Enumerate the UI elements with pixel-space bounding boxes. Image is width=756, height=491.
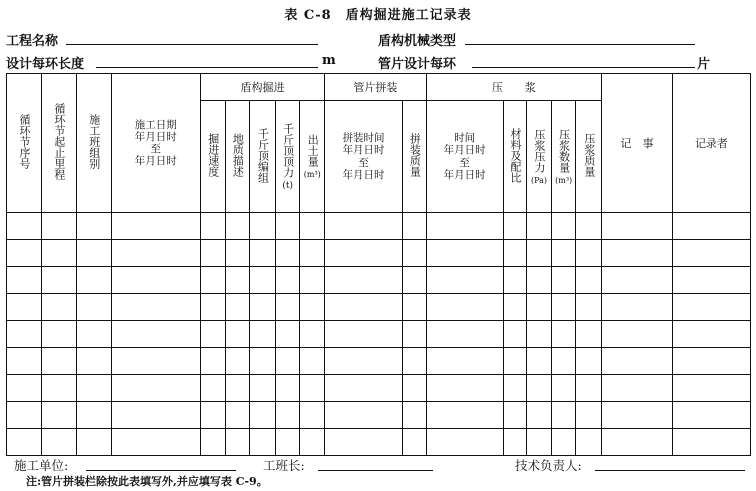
table-cell[interactable] xyxy=(602,402,673,429)
table-cell[interactable] xyxy=(225,402,250,429)
table-cell[interactable] xyxy=(275,375,300,402)
table-cell[interactable] xyxy=(503,213,527,240)
table-cell[interactable] xyxy=(602,321,673,348)
table-cell[interactable] xyxy=(300,402,325,429)
table-cell[interactable] xyxy=(76,348,111,375)
table-cell[interactable] xyxy=(602,375,673,402)
table-cell[interactable] xyxy=(275,294,300,321)
table-cell[interactable] xyxy=(275,213,300,240)
group-shield: 盾构掘进 xyxy=(200,74,324,101)
table-cell[interactable] xyxy=(7,348,42,375)
form-title: 表 C-8 盾构掘进施工记录表 xyxy=(284,8,472,23)
table-cell[interactable] xyxy=(225,321,250,348)
table-cell[interactable] xyxy=(672,402,750,429)
table-cell[interactable] xyxy=(527,267,552,294)
table-cell[interactable] xyxy=(403,348,427,375)
table-cell[interactable] xyxy=(250,348,276,375)
table-cell[interactable] xyxy=(672,213,750,240)
table-cell[interactable] xyxy=(576,294,602,321)
table-cell[interactable] xyxy=(200,213,225,240)
table-cell[interactable] xyxy=(503,348,527,375)
table-cell[interactable] xyxy=(403,240,427,267)
table-cell[interactable] xyxy=(426,321,503,348)
table-cell[interactable] xyxy=(200,267,225,294)
table-cell[interactable] xyxy=(551,213,576,240)
table-cell[interactable] xyxy=(200,402,225,429)
table-cell[interactable] xyxy=(672,267,750,294)
table-cell[interactable] xyxy=(551,321,576,348)
design-ring-length-unit: m xyxy=(322,53,336,68)
table-cell[interactable] xyxy=(111,240,200,267)
segment-design-unit: 片 xyxy=(697,57,711,72)
table-cell[interactable] xyxy=(200,294,225,321)
table-cell[interactable] xyxy=(672,321,750,348)
table-cell[interactable] xyxy=(426,348,503,375)
col-geology: 地质描述 xyxy=(225,101,250,213)
table-cell[interactable] xyxy=(76,321,111,348)
table-cell[interactable] xyxy=(300,375,325,402)
table-cell[interactable] xyxy=(7,213,42,240)
table-cell[interactable] xyxy=(7,267,42,294)
table-cell[interactable] xyxy=(325,375,403,402)
team-leader-label: 工班长: xyxy=(263,458,305,473)
col-speed: 掘进速度 xyxy=(200,101,225,213)
table-cell[interactable] xyxy=(527,348,552,375)
table-cell[interactable] xyxy=(41,240,76,267)
construction-unit-field[interactable] xyxy=(86,470,236,471)
table-cell[interactable] xyxy=(225,375,250,402)
table-cell[interactable] xyxy=(503,294,527,321)
table-cell[interactable] xyxy=(426,429,503,456)
table-cell[interactable] xyxy=(76,267,111,294)
table-cell[interactable] xyxy=(527,321,552,348)
table-cell[interactable] xyxy=(111,294,200,321)
table-cell[interactable] xyxy=(7,321,42,348)
table-cell[interactable] xyxy=(576,429,602,456)
table-cell[interactable] xyxy=(275,321,300,348)
table-cell[interactable] xyxy=(41,321,76,348)
col-crew: 施工班组别 xyxy=(76,74,111,213)
table-cell[interactable] xyxy=(576,213,602,240)
table-cell[interactable] xyxy=(325,213,403,240)
table-cell[interactable] xyxy=(111,213,200,240)
table-row xyxy=(7,375,751,402)
table-cell[interactable] xyxy=(76,402,111,429)
table-row xyxy=(7,213,751,240)
table-cell[interactable] xyxy=(576,240,602,267)
table-cell[interactable] xyxy=(275,402,300,429)
table-cell[interactable] xyxy=(503,375,527,402)
table-cell[interactable] xyxy=(426,294,503,321)
group-segment: 管片拼装 xyxy=(325,74,427,101)
table-cell[interactable] xyxy=(7,240,42,267)
col-jack-group: 千斤顶编组 xyxy=(250,101,276,213)
table-cell[interactable] xyxy=(325,321,403,348)
footnote: 注:管片拼装栏除按此表填写外,并应填写表 C-9。 xyxy=(26,475,268,488)
table-cell[interactable] xyxy=(111,375,200,402)
table-cell[interactable] xyxy=(672,348,750,375)
table-cell[interactable] xyxy=(225,429,250,456)
table-cell[interactable] xyxy=(200,375,225,402)
table-cell[interactable] xyxy=(527,402,552,429)
table-cell[interactable] xyxy=(325,240,403,267)
col-material: 材料及配比 xyxy=(503,101,527,213)
table-cell[interactable] xyxy=(111,348,200,375)
segment-design-field[interactable] xyxy=(472,67,695,68)
machine-type-label: 盾构机械类型 xyxy=(378,34,457,49)
col-volume: 压浆数量 (m³) xyxy=(551,101,576,213)
table-cell[interactable] xyxy=(300,321,325,348)
table-cell[interactable] xyxy=(576,267,602,294)
design-ring-length-field[interactable] xyxy=(96,67,318,68)
col-grout-quality: 压浆质量 xyxy=(576,101,602,213)
table-cell[interactable] xyxy=(551,240,576,267)
table-cell[interactable] xyxy=(403,213,427,240)
table-cell[interactable] xyxy=(426,213,503,240)
table-cell[interactable] xyxy=(225,348,250,375)
table-cell[interactable] xyxy=(41,348,76,375)
table-cell[interactable] xyxy=(300,240,325,267)
table-cell[interactable] xyxy=(551,267,576,294)
group-grout: 压 浆 xyxy=(426,74,601,101)
table-cell[interactable] xyxy=(250,240,276,267)
table-cell[interactable] xyxy=(41,213,76,240)
col-ring-range: 循环节起止里程 xyxy=(41,74,76,213)
table-cell[interactable] xyxy=(672,294,750,321)
project-name-label: 工程名称 xyxy=(6,34,59,49)
segment-design-label: 管片设计每环 xyxy=(378,57,457,72)
col-assembly-time: 拼装时间 年月日时 至 年月日时 xyxy=(325,101,403,213)
table-cell[interactable] xyxy=(275,267,300,294)
table-cell[interactable] xyxy=(7,402,42,429)
table-cell[interactable] xyxy=(403,267,427,294)
team-leader-field[interactable] xyxy=(318,470,433,471)
table-cell[interactable] xyxy=(602,348,673,375)
table-cell[interactable] xyxy=(576,348,602,375)
table-cell[interactable] xyxy=(250,294,276,321)
table-cell[interactable] xyxy=(76,213,111,240)
table-cell[interactable] xyxy=(225,267,250,294)
table-cell[interactable] xyxy=(325,267,403,294)
machine-type-field[interactable] xyxy=(465,44,695,45)
record-table xyxy=(6,73,751,456)
table-row xyxy=(7,240,751,267)
table-cell[interactable] xyxy=(527,240,552,267)
table-cell[interactable] xyxy=(76,240,111,267)
tech-lead-field[interactable] xyxy=(595,470,745,471)
table-cell[interactable] xyxy=(325,348,403,375)
table-cell[interactable] xyxy=(225,294,250,321)
table-cell[interactable] xyxy=(325,402,403,429)
table-cell[interactable] xyxy=(551,429,576,456)
table-cell[interactable] xyxy=(250,402,276,429)
table-cell[interactable] xyxy=(41,402,76,429)
table-cell[interactable] xyxy=(300,267,325,294)
table-cell[interactable] xyxy=(602,294,673,321)
table-cell[interactable] xyxy=(275,240,300,267)
table-row xyxy=(7,348,751,375)
table-cell[interactable] xyxy=(250,267,276,294)
table-cell[interactable] xyxy=(7,375,42,402)
design-ring-length-label: 设计每环长度 xyxy=(6,57,85,72)
table-cell[interactable] xyxy=(300,348,325,375)
table-cell[interactable] xyxy=(41,429,76,456)
table-cell[interactable] xyxy=(602,267,673,294)
table-cell[interactable] xyxy=(576,321,602,348)
table-cell[interactable] xyxy=(551,375,576,402)
table-row xyxy=(7,294,751,321)
table-cell[interactable] xyxy=(111,321,200,348)
table-cell[interactable] xyxy=(426,240,503,267)
col-grout-time: 时间 年月日时 至 年月日时 xyxy=(426,101,503,213)
table-cell[interactable] xyxy=(225,213,250,240)
table-cell[interactable] xyxy=(250,429,276,456)
table-cell[interactable] xyxy=(41,267,76,294)
table-cell[interactable] xyxy=(551,294,576,321)
table-cell[interactable] xyxy=(250,213,276,240)
table-cell[interactable] xyxy=(225,240,250,267)
table-cell[interactable] xyxy=(403,375,427,402)
col-pressure: 压浆压力 (Pa) xyxy=(527,101,552,213)
table-cell[interactable] xyxy=(7,429,42,456)
table-cell[interactable] xyxy=(250,375,276,402)
table-cell[interactable] xyxy=(403,402,427,429)
col-recorder: 记录者 xyxy=(672,74,750,213)
table-cell[interactable] xyxy=(200,429,225,456)
table-cell[interactable] xyxy=(602,240,673,267)
table-cell[interactable] xyxy=(503,402,527,429)
table-cell[interactable] xyxy=(403,429,427,456)
table-cell[interactable] xyxy=(41,375,76,402)
table-cell[interactable] xyxy=(300,213,325,240)
table-cell[interactable] xyxy=(250,321,276,348)
table-cell[interactable] xyxy=(76,429,111,456)
table-cell[interactable] xyxy=(325,294,403,321)
table-cell[interactable] xyxy=(41,294,76,321)
table-cell[interactable] xyxy=(111,267,200,294)
col-soil: 出土量 (m³) xyxy=(300,101,325,213)
table-cell[interactable] xyxy=(111,402,200,429)
table-cell[interactable] xyxy=(275,348,300,375)
table-cell[interactable] xyxy=(527,375,552,402)
table-cell[interactable] xyxy=(503,240,527,267)
table-cell[interactable] xyxy=(503,429,527,456)
table-row xyxy=(7,402,751,429)
table-cell[interactable] xyxy=(602,429,673,456)
col-jack-force: 千斤顶顶力 (t) xyxy=(275,101,300,213)
col-construction-date: 施工日期 年月日时 至 年月日时 xyxy=(111,74,200,213)
table-cell[interactable] xyxy=(576,402,602,429)
table-cell[interactable] xyxy=(200,348,225,375)
table-cell[interactable] xyxy=(76,375,111,402)
table-cell[interactable] xyxy=(403,294,427,321)
col-notes: 记 事 xyxy=(602,74,673,213)
table-cell[interactable] xyxy=(426,375,503,402)
table-cell[interactable] xyxy=(672,240,750,267)
table-cell[interactable] xyxy=(426,402,503,429)
table-cell[interactable] xyxy=(403,321,427,348)
table-row xyxy=(7,321,751,348)
project-name-field[interactable] xyxy=(66,44,318,45)
table-cell[interactable] xyxy=(602,213,673,240)
table-cell[interactable] xyxy=(7,294,42,321)
table-cell[interactable] xyxy=(527,213,552,240)
table-cell[interactable] xyxy=(576,375,602,402)
table-cell[interactable] xyxy=(111,429,200,456)
table-cell[interactable] xyxy=(76,294,111,321)
table-cell[interactable] xyxy=(551,402,576,429)
table-row xyxy=(7,429,751,456)
table-cell[interactable] xyxy=(300,429,325,456)
table-row xyxy=(7,267,751,294)
col-assembly-quality: 拼装质量 xyxy=(403,101,427,213)
table-cell[interactable] xyxy=(200,240,225,267)
table-cell[interactable] xyxy=(551,348,576,375)
table-cell[interactable] xyxy=(300,294,325,321)
table-cell[interactable] xyxy=(503,267,527,294)
table-cell[interactable] xyxy=(325,429,403,456)
table-cell[interactable] xyxy=(275,429,300,456)
table-cell[interactable] xyxy=(527,294,552,321)
col-ring-no: 循环节序号 xyxy=(7,74,42,213)
table-cell[interactable] xyxy=(200,321,225,348)
table-cell[interactable] xyxy=(426,267,503,294)
table-cell[interactable] xyxy=(672,375,750,402)
tech-lead-label: 技术负责人: xyxy=(515,458,582,473)
construction-unit-label: 施工单位: xyxy=(14,458,69,473)
table-cell[interactable] xyxy=(527,429,552,456)
table-cell[interactable] xyxy=(672,429,750,456)
table-cell[interactable] xyxy=(503,321,527,348)
